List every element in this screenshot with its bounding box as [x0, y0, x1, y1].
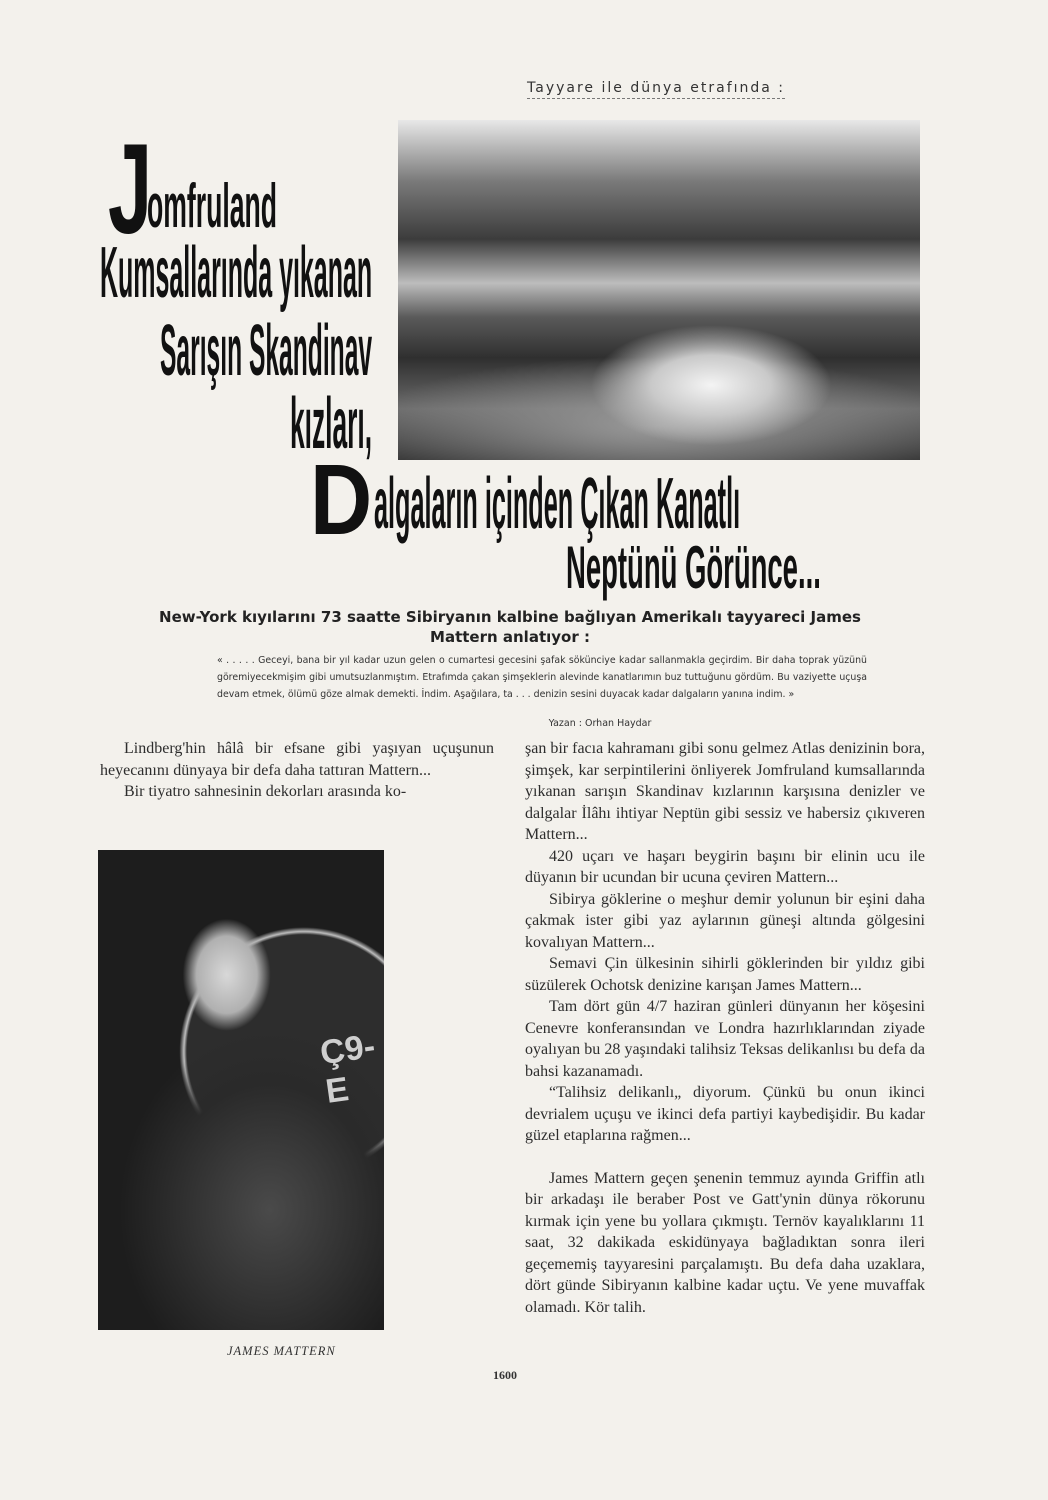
paragraph: şan bir facıa kahramanı gibi sonu gelmez Atlas denizinin bora, şimşek, kar serpintilerini önliyerek Jomfruland kumsallarında yıkanan sarışın Skandinav kızlarının karşısına denizler ve dalgalar İlâhı ihtiyar Neptün gibi sessiz ve habersiz çıkıveren Mattern... [525, 740, 925, 843]
paragraph: Sibirya göklerine o meşhur demir yolunun bir eşini daha çakmak ister gibi yaz aylarının güneşi altında gölgesini kovalıyan Mattern... [525, 890, 925, 951]
paragraph: 420 uçarı ve haşarı beygirin başını bir elinin ucu ile düyanın bir ucundan bir ucuna çeviren Mattern... [525, 847, 925, 886]
headline-line: kızları, [290, 384, 373, 464]
headline-line: algaların içinden Çıkan Kanatlı [374, 464, 741, 544]
left-column [100, 738, 494, 803]
subtitle: New-York kıyılarını 73 saatte Sibiryanın kalbine bağlıyan Amerikalı tayyareci James Mattern anlatıyor : [159, 608, 861, 646]
section-header: Tayyare ile dünya etrafında : [527, 80, 785, 99]
paragraph: Semavi Çin ülkesinin sihirli göklerinden bir yıldız gibi süzülerek Ochotsk denizine karışan James Mattern... [525, 955, 925, 994]
photo-caption: JAMES MATTERN [227, 1344, 336, 1358]
headline-line: Neptünü Görünce... [566, 534, 821, 601]
byline: Yazan : Orhan Haydar [548, 718, 652, 729]
page-number: 1600 [493, 1368, 517, 1382]
paragraph: Tam dört gün 4/7 haziran günleri dünyanın her köşesini Cenevre konferansından ve Londra hazırlıklarından ziyade oyalıyan bu 28 yaşındaki talihsiz Teksas delikanlısı bu defa da bahsi kazanamadı. [525, 998, 925, 1080]
paragraph: James Mattern geçen şenenin temmuz ayında Griffin atlı bir arkadaşı ile beraber Post ve Gatt'ynin dünya rökorunu kırmak için yene bu yollara çıkmıştı. Ternöv kayalıklarını 11 saat, 32 dakikada eskidünyaya bağladıktan sonra ileri geçememiş tayyaresini parçalamıştı. Bu defa daha uzaklara, dört günde Sibiryanın kalbine kadar uçtu. Ve yene muvaffak olamadı. Kör talih. [525, 1169, 925, 1316]
headline-line: omfruland [147, 172, 278, 241]
headline-initial-j: J [108, 118, 153, 261]
stormy-sea-photo [398, 120, 920, 460]
paragraph: Bir tiyatro sahnesinin dekorları arasında ko- [124, 783, 407, 800]
headline-line: Sarışın Skandinav [160, 311, 373, 391]
right-column [525, 738, 925, 1318]
paragraph: “Talihsiz delikanlı„ diyorum. Çünkü bu onun ikinci devrialem uçuşu ve ikinci defa partiyi kaybedişidir. Bu kadar güzel etaplarına rağmen... [525, 1084, 925, 1144]
headline-initial-d: D [310, 444, 373, 556]
headline-line: Kumsallarında yıkanan [100, 233, 373, 313]
paragraph: Lindberg'hin hâlâ bir efsane gibi yaşıyan uçuşunun heyecanını dünyaya bir defa daha tattıran Mattern... [100, 740, 494, 779]
pull-quote: « . . . . . Geceyi, bana bir yıl kadar uzun gelen o cumartesi gecesini şafak sökünciye kadar sallanmakla geçirdim. Bir daha toprak yüzünü göremiyecekmişim gibi umutsuzlanmıştım. Etrafımda çakan şimşeklerin alevinde kanatlarımın buz tuttuğunu gördüm. Bu vaziyette uçuşa devam etmek, ölümü göze almak demekti. İndim. Aşağılara, ta . . . denizin sesini duyacak kadar dalgaların yanına indim. » [217, 655, 867, 700]
james-mattern-photo [98, 850, 384, 1330]
aircraft-marking: Ç9-E [317, 1026, 378, 1111]
